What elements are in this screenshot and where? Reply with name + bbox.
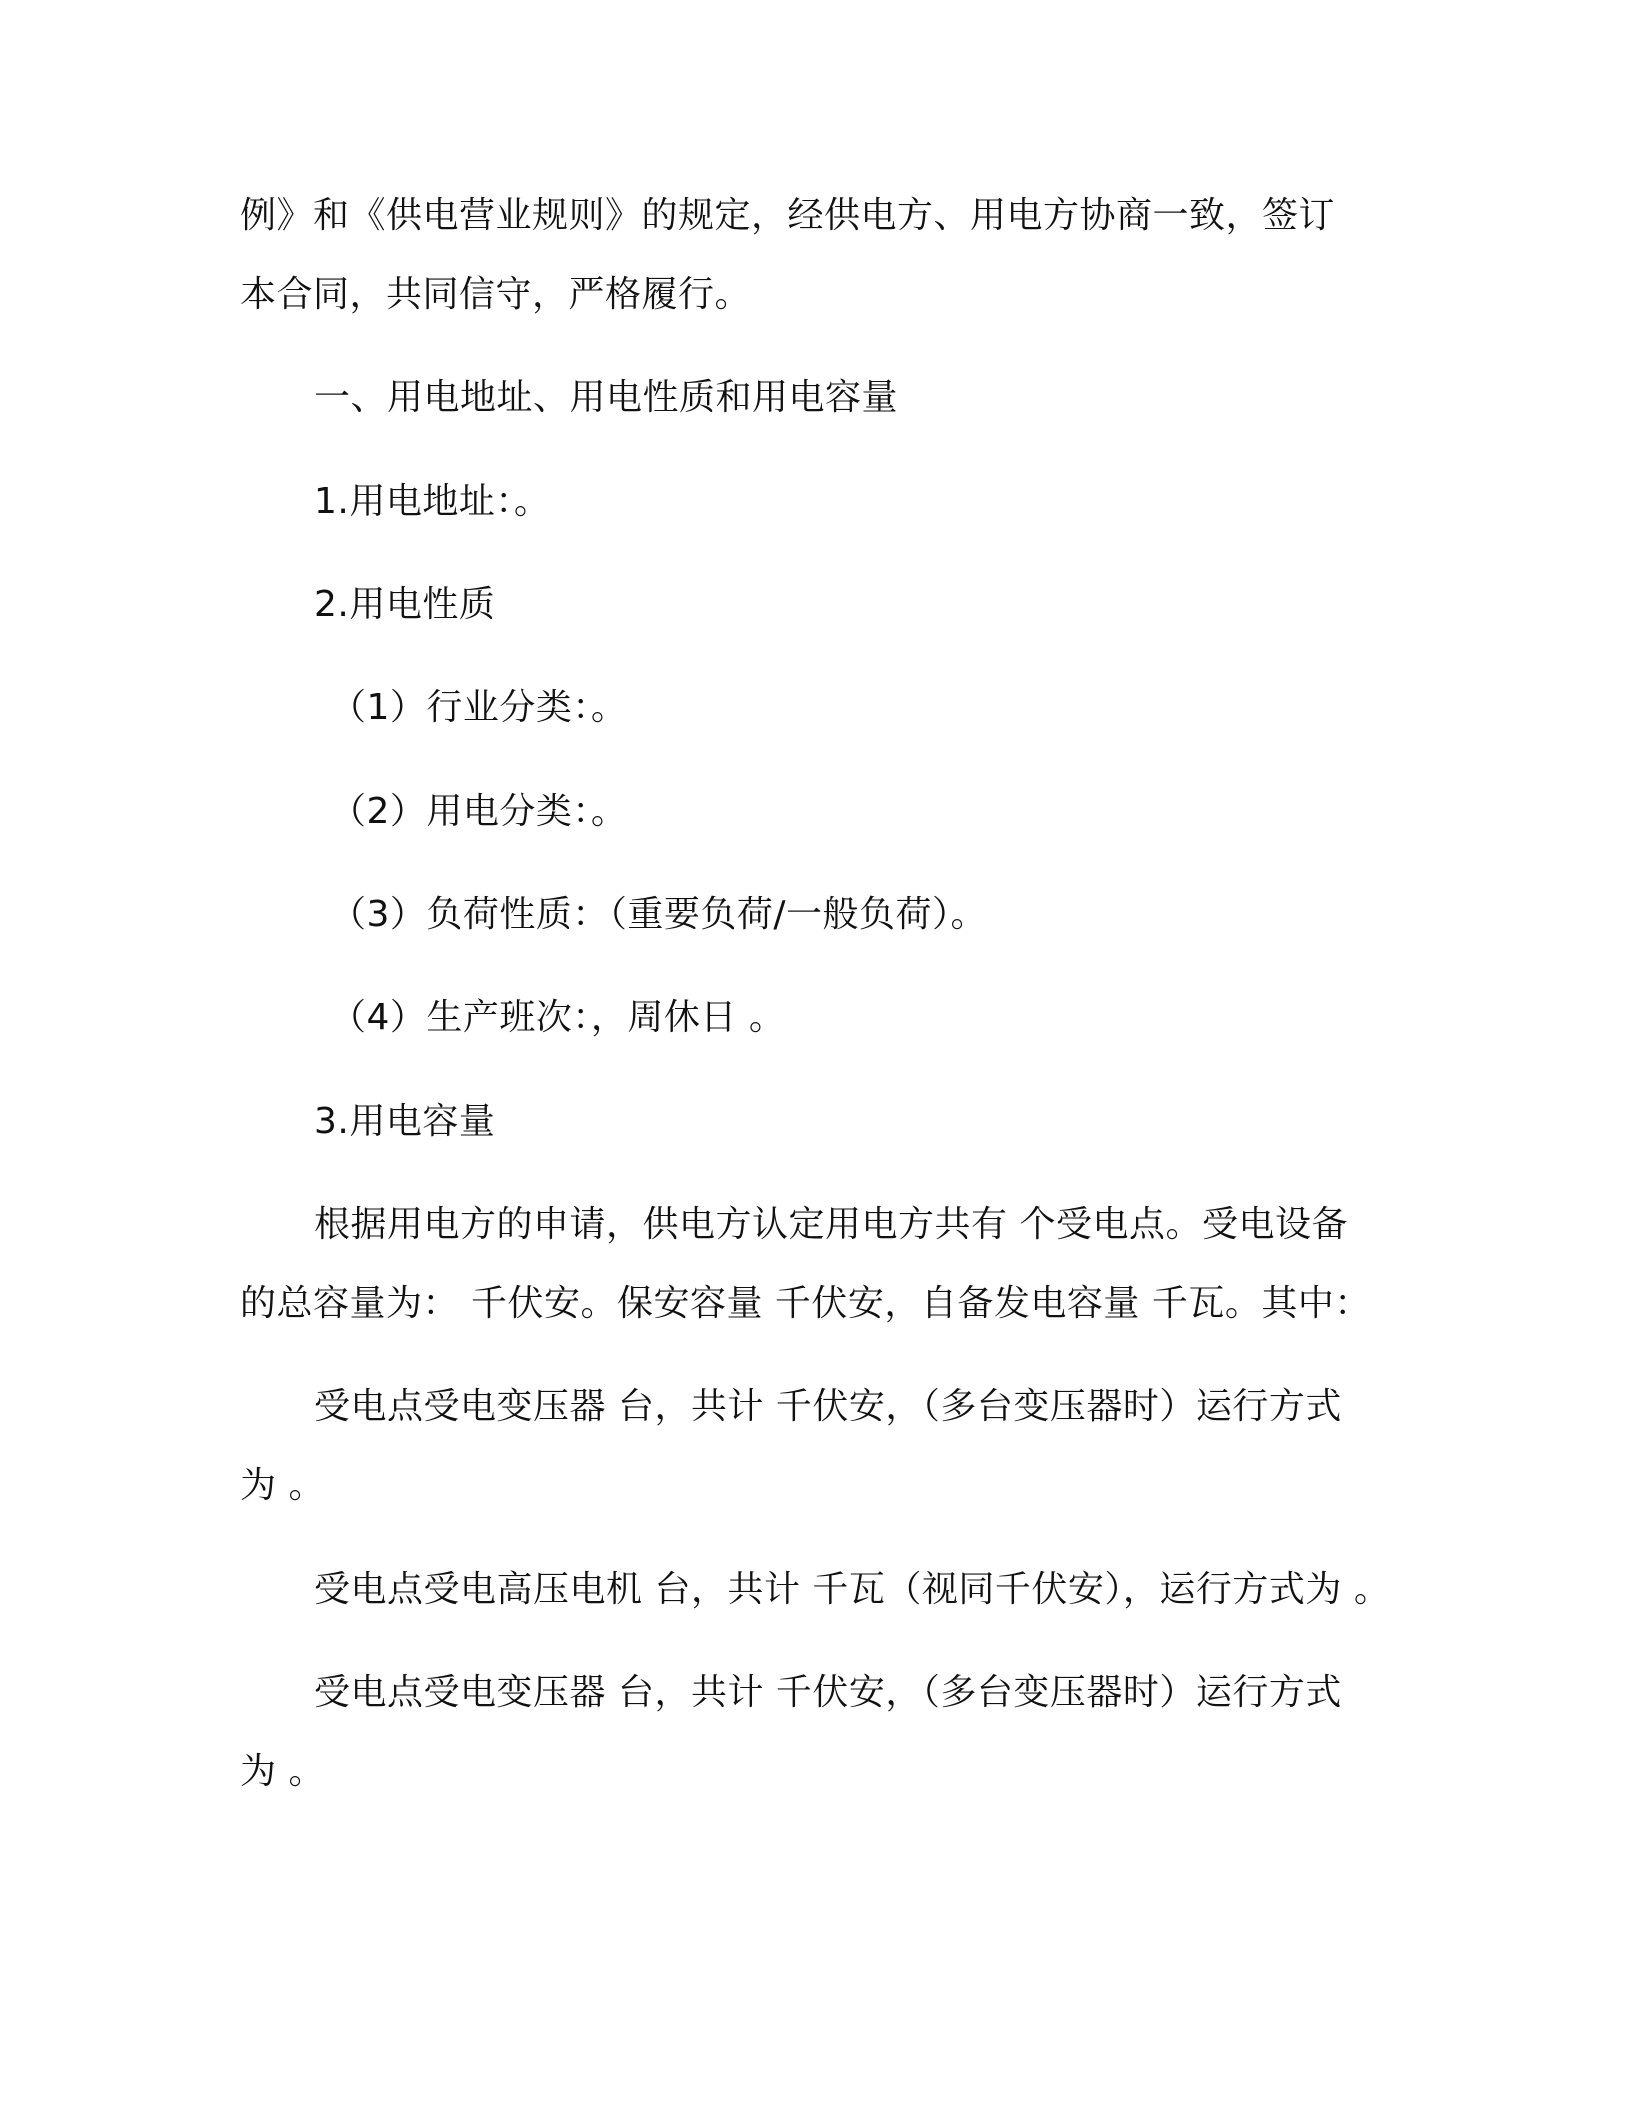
motor-line: 受电点受电高压电机 台，共计 千瓦（视同千伏安），运行方式为 。 — [314, 1569, 1391, 1610]
intro-line-2: 本合同，共同信守，严格履行。 — [240, 274, 752, 315]
transformer-1-line-2: 为 。 — [240, 1465, 325, 1506]
section-heading: 一、用电地址、用电性质和用电容量 — [314, 377, 899, 418]
sub-item-industry: （1）行业分类：。 — [330, 687, 628, 728]
transformer-2-line-1: 受电点受电变压器 台，共计 千伏安，（多台变压器时）运行方式 — [314, 1672, 1342, 1713]
item-capacity: 3.用电容量 — [314, 1101, 496, 1142]
capacity-line-1: 根据用电方的申请，供电方认定用电方共有 个受电点。受电设备 — [314, 1204, 1348, 1245]
intro-line-1: 例》和《供电营业规则》的规定，经供电方、用电方协商一致，签订 — [240, 195, 1336, 236]
item-usage-nature: 2.用电性质 — [314, 584, 496, 625]
transformer-1-line-1: 受电点受电变压器 台，共计 千伏安，（多台变压器时）运行方式 — [314, 1386, 1342, 1427]
capacity-line-2: 的总容量为： 千伏安。保安容量 千伏安，自备发电容量 千瓦。其中： — [240, 1283, 1371, 1324]
transformer-2-line-2: 为 。 — [240, 1751, 325, 1792]
item-address: 1.用电地址：。 — [314, 481, 551, 522]
sub-item-usage-class: （2）用电分类：。 — [330, 791, 628, 832]
sub-item-load-nature: （3）负荷性质：（重要负荷/一般负荷）。 — [330, 894, 988, 935]
sub-item-shift: （4）生产班次：，周休日 。 — [330, 997, 786, 1038]
